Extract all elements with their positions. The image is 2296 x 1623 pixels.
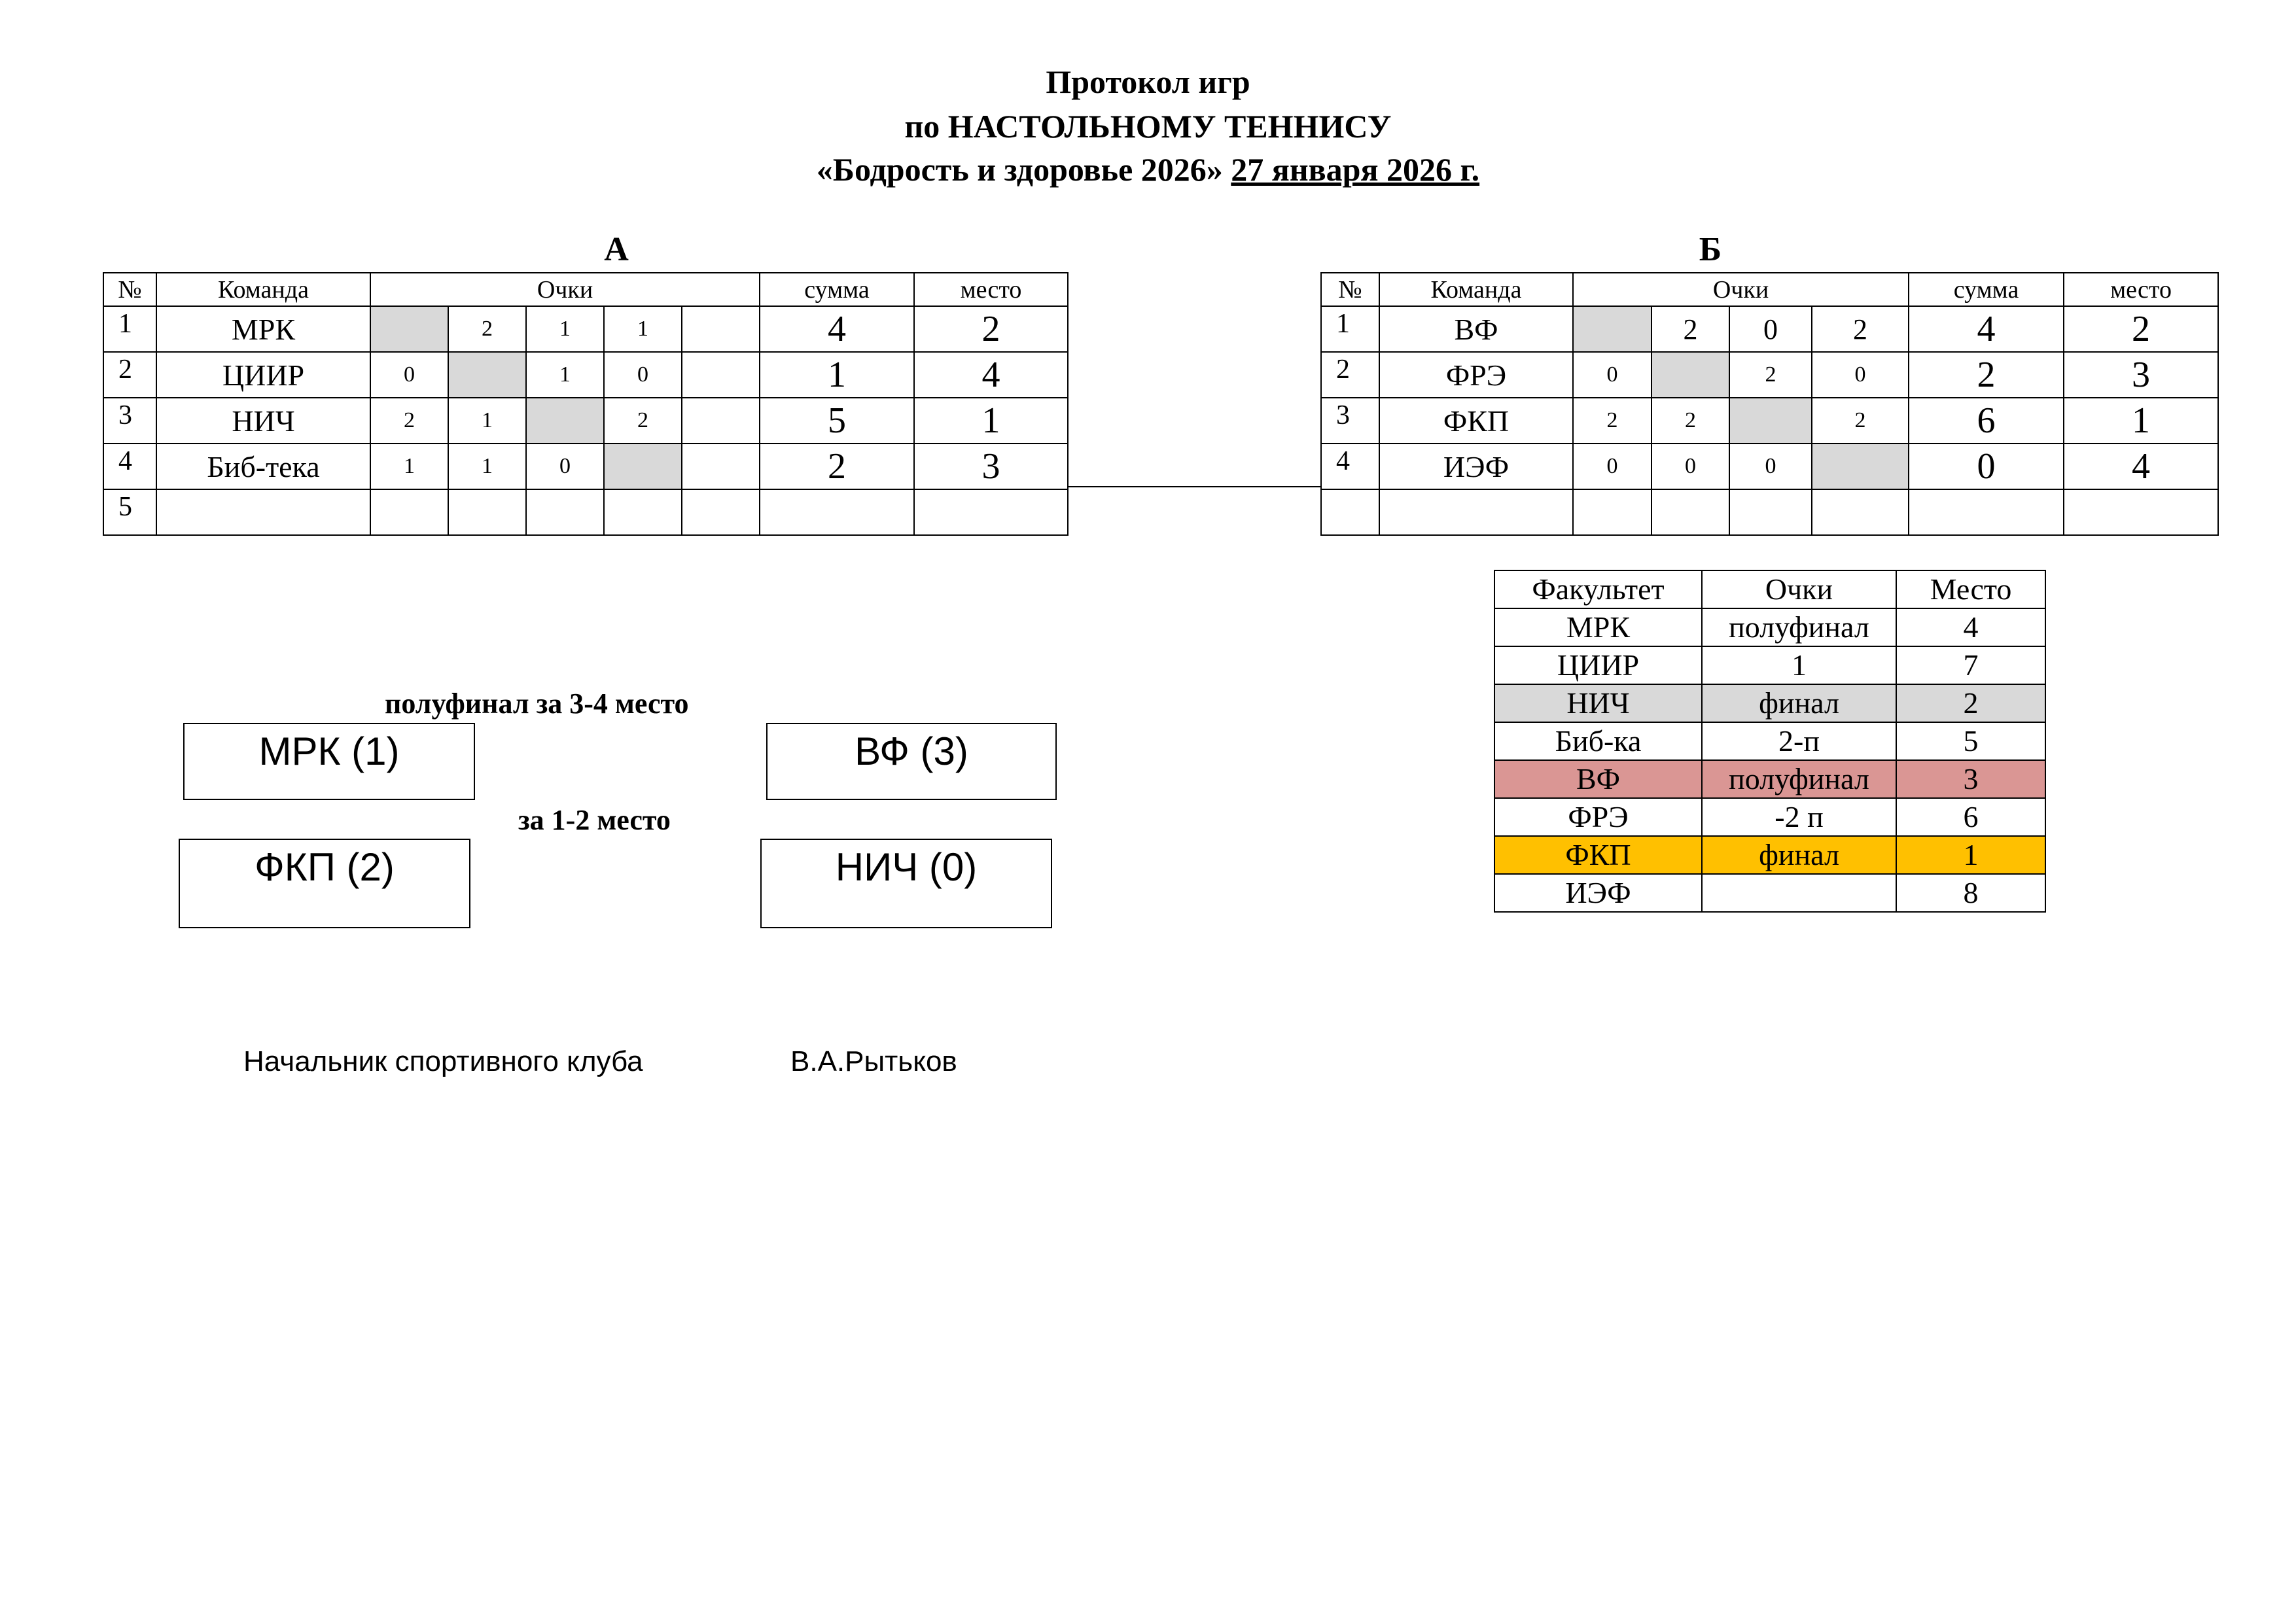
- points-cell: [526, 489, 604, 535]
- points-cell: 2: [1573, 398, 1651, 444]
- team-name: ФКП: [1379, 398, 1573, 444]
- points-cell: [682, 352, 760, 398]
- row-number: 2: [1321, 352, 1379, 398]
- points-cell: [682, 444, 760, 489]
- group-a-header-row: [103, 273, 1068, 306]
- result-cell: 2-п: [1702, 722, 1896, 760]
- points-cell: 0: [1729, 306, 1812, 352]
- table-row: [1321, 398, 2218, 444]
- sum-cell: 0: [1909, 444, 2064, 489]
- protocol-title: Протокол игр: [1046, 63, 1250, 100]
- summary-header-row: [1494, 570, 2045, 608]
- points-cell: 2: [1651, 398, 1729, 444]
- table-row: [1321, 489, 2218, 535]
- table-row: [103, 352, 1068, 398]
- place-cell: 1: [1896, 836, 2045, 874]
- group-b-letter: Б: [1699, 231, 1722, 268]
- team-name: ИЭФ: [1379, 444, 1573, 489]
- group-a-table: [103, 272, 1069, 536]
- faculty-header: Факультет: [1494, 570, 1702, 608]
- result-cell: финал: [1702, 684, 1896, 722]
- points-cell: 1: [526, 306, 604, 352]
- place-cell: 4: [2064, 444, 2218, 489]
- points-cell: 0: [1729, 444, 1812, 489]
- place-cell: 4: [914, 352, 1068, 398]
- points-cell: 2: [604, 398, 682, 444]
- row-number: 3: [1321, 398, 1379, 444]
- points-cell: 2: [1651, 306, 1729, 352]
- sum-cell: [1909, 489, 2064, 535]
- diagonal-cell: [370, 306, 448, 352]
- team-name: МРК: [156, 306, 370, 352]
- team-name: Биб-тека: [156, 444, 370, 489]
- sum-cell: [760, 489, 914, 535]
- row-number: 1: [1321, 306, 1379, 352]
- col-team-header: Команда: [1379, 273, 1573, 306]
- points-cell: 2: [448, 306, 526, 352]
- table-connector-line: [1067, 486, 1320, 487]
- points-cell: 1: [448, 398, 526, 444]
- diagonal-cell: [1573, 306, 1651, 352]
- row-number: 4: [103, 444, 156, 489]
- table-row: [1321, 306, 2218, 352]
- diagonal-cell: [1651, 352, 1729, 398]
- team-name: [1379, 489, 1573, 535]
- result-cell: полуфинал: [1702, 608, 1896, 646]
- row-number: [1321, 489, 1379, 535]
- place-cell: [2064, 489, 2218, 535]
- sum-cell: 2: [760, 444, 914, 489]
- result-cell: полуфинал: [1702, 760, 1896, 798]
- table-row: [1494, 646, 2045, 684]
- table-row: [1321, 352, 2218, 398]
- points-cell: [1812, 489, 1909, 535]
- table-row: [1494, 722, 2045, 760]
- col-points-header: Очки: [370, 273, 760, 306]
- table-row-highlighted: [1494, 836, 2045, 874]
- group-a-letter: А: [604, 231, 629, 268]
- place-cell: 8: [1896, 874, 2045, 912]
- points-cell: 0: [1651, 444, 1729, 489]
- sum-cell: 1: [760, 352, 914, 398]
- points-cell: [448, 489, 526, 535]
- col-no-header: №: [1321, 273, 1379, 306]
- result-cell: 1: [1702, 646, 1896, 684]
- diagonal-cell: [1812, 444, 1909, 489]
- protocol-event-line: [0, 148, 2296, 191]
- points-cell: 2: [1812, 306, 1909, 352]
- result-cell: -2 п: [1702, 798, 1896, 836]
- points-cell: 1: [370, 444, 448, 489]
- points-cell: 0: [526, 444, 604, 489]
- final-right-team: НИЧ (0): [835, 845, 978, 889]
- semifinal-right-box: [766, 723, 1057, 800]
- place-cell: 3: [914, 444, 1068, 489]
- final-label: за 1-2 место: [518, 804, 671, 836]
- event-name: «Бодрость и здоровье 2026»: [816, 151, 1231, 188]
- col-team-header: Команда: [156, 273, 370, 306]
- points-cell: [1651, 489, 1729, 535]
- place-cell: 7: [1896, 646, 2045, 684]
- table-row: [1494, 874, 2045, 912]
- result-cell: [1702, 874, 1896, 912]
- faculty-cell: ФРЭ: [1494, 798, 1702, 836]
- table-row-highlighted: [1494, 684, 2045, 722]
- place-cell: 3: [2064, 352, 2218, 398]
- sum-cell: 4: [1909, 306, 2064, 352]
- faculty-cell: ВФ: [1494, 760, 1702, 798]
- points-cell: [1573, 489, 1651, 535]
- col-no-header: №: [103, 273, 156, 306]
- points-cell: 0: [1573, 444, 1651, 489]
- row-number: 1: [103, 306, 156, 352]
- table-row: [103, 306, 1068, 352]
- place-cell: 2: [2064, 306, 2218, 352]
- points-cell: 0: [1812, 352, 1909, 398]
- points-header: Очки: [1702, 570, 1896, 608]
- summary-table: [1494, 570, 2046, 913]
- place-cell: 2: [1896, 684, 2045, 722]
- table-row: [103, 489, 1068, 535]
- col-place-header: место: [914, 273, 1068, 306]
- place-cell: 1: [2064, 398, 2218, 444]
- sum-cell: 2: [1909, 352, 2064, 398]
- row-number: 5: [103, 489, 156, 535]
- points-cell: 0: [1573, 352, 1651, 398]
- final-left-team: ФКП (2): [255, 845, 395, 889]
- points-cell: [370, 489, 448, 535]
- table-row: [1494, 798, 2045, 836]
- points-cell: 0: [370, 352, 448, 398]
- place-cell: 1: [914, 398, 1068, 444]
- diagonal-cell: [604, 444, 682, 489]
- points-cell: 1: [526, 352, 604, 398]
- sum-cell: 6: [1909, 398, 2064, 444]
- col-sum-header: сумма: [1909, 273, 2064, 306]
- signature-position: Начальник спортивного клуба: [243, 1045, 643, 1077]
- points-cell: 2: [1812, 398, 1909, 444]
- semifinal-left-team: МРК (1): [258, 729, 400, 773]
- points-cell: [604, 489, 682, 535]
- points-cell: [682, 306, 760, 352]
- points-cell: 1: [604, 306, 682, 352]
- row-number: 4: [1321, 444, 1379, 489]
- faculty-cell: НИЧ: [1494, 684, 1702, 722]
- table-row: [103, 398, 1068, 444]
- faculty-cell: ИЭФ: [1494, 874, 1702, 912]
- sum-cell: 5: [760, 398, 914, 444]
- points-cell: 2: [370, 398, 448, 444]
- faculty-cell: Биб-ка: [1494, 722, 1702, 760]
- faculty-cell: ФКП: [1494, 836, 1702, 874]
- protocol-subtitle: по НАСТОЛЬНОМУ ТЕННИСУ: [904, 108, 1392, 145]
- col-place-header: место: [2064, 273, 2218, 306]
- diagonal-cell: [526, 398, 604, 444]
- row-number: 2: [103, 352, 156, 398]
- event-date: 27 января 2026 г.: [1231, 151, 1480, 188]
- col-points-header: Очки: [1573, 273, 1909, 306]
- points-cell: 2: [1729, 352, 1812, 398]
- place-cell: 2: [914, 306, 1068, 352]
- semifinal-right-team: ВФ (3): [855, 729, 968, 773]
- place-header: Место: [1896, 570, 2045, 608]
- group-b-header-row: [1321, 273, 2218, 306]
- place-cell: 4: [1896, 608, 2045, 646]
- points-cell: [1729, 489, 1812, 535]
- col-sum-header: сумма: [760, 273, 914, 306]
- diagonal-cell: [1729, 398, 1812, 444]
- points-cell: 0: [604, 352, 682, 398]
- place-cell: 3: [1896, 760, 2045, 798]
- place-cell: 5: [1896, 722, 2045, 760]
- team-name: ФРЭ: [1379, 352, 1573, 398]
- group-b-table: [1320, 272, 2219, 536]
- final-left-box: [179, 839, 470, 928]
- faculty-cell: ЦИИР: [1494, 646, 1702, 684]
- final-right-box: [760, 839, 1052, 928]
- points-cell: [682, 398, 760, 444]
- result-cell: финал: [1702, 836, 1896, 874]
- table-row: [1494, 608, 2045, 646]
- team-name: ЦИИР: [156, 352, 370, 398]
- sum-cell: 4: [760, 306, 914, 352]
- table-row: [103, 444, 1068, 489]
- signature-name: В.А.Рытьков: [790, 1045, 957, 1077]
- team-name: [156, 489, 370, 535]
- points-cell: 1: [448, 444, 526, 489]
- faculty-cell: МРК: [1494, 608, 1702, 646]
- place-cell: [914, 489, 1068, 535]
- team-name: ВФ: [1379, 306, 1573, 352]
- diagonal-cell: [448, 352, 526, 398]
- place-cell: 6: [1896, 798, 2045, 836]
- table-row: [1321, 444, 2218, 489]
- team-name: НИЧ: [156, 398, 370, 444]
- row-number: 3: [103, 398, 156, 444]
- semifinal-left-box: [183, 723, 475, 800]
- table-row-highlighted: [1494, 760, 2045, 798]
- points-cell: [682, 489, 760, 535]
- semifinal-label: полуфинал за 3-4 место: [385, 688, 689, 720]
